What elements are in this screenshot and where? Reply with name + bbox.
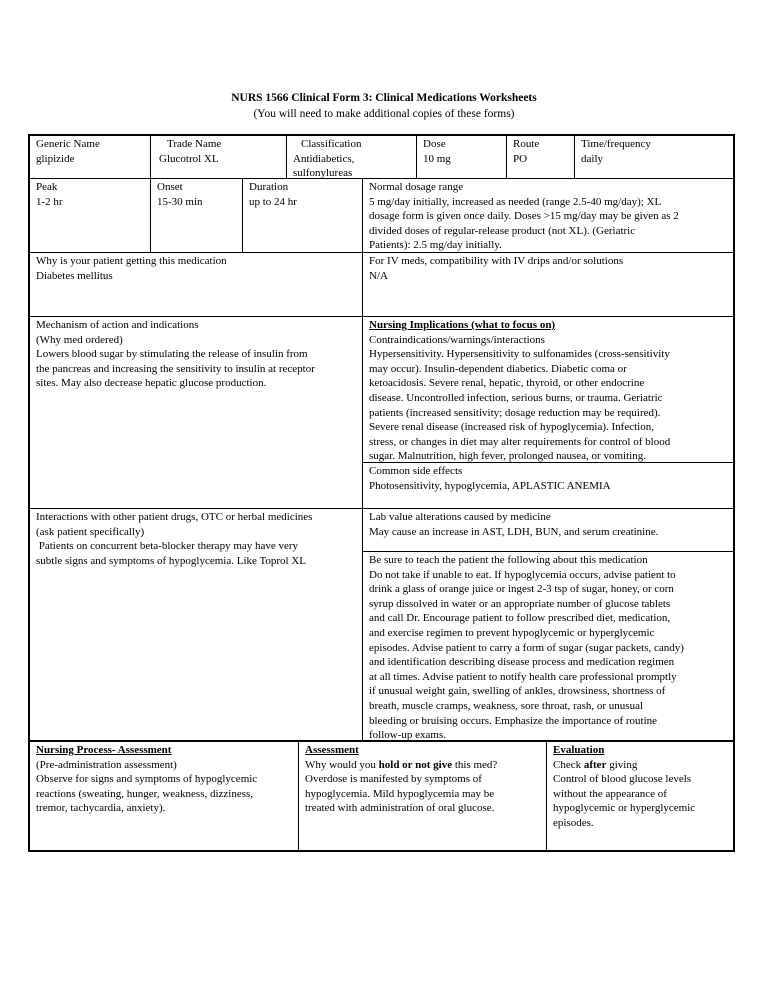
hold-assessment-line: hypoglycemia. Mild hypoglycemia may be xyxy=(305,787,495,800)
dose-label: Dose xyxy=(423,138,446,150)
patient-teaching-line: bleeding or bruising occurs. Emphasize the importance of routine xyxy=(369,714,658,727)
interactions-label: Interactions with other patient drugs, OTC or herbal medicines xyxy=(36,511,313,523)
side-effects-cell xyxy=(363,463,733,508)
contraindications-line: stress, or changes in diet may alter requirements for control of blood xyxy=(369,435,671,448)
patient-teaching-cell xyxy=(363,552,733,740)
contraindications-line: Severe renal disease (increased risk of hypoglycemia). Infection, xyxy=(369,421,654,434)
patient-teaching-line: episodes. Advise patient to carry a form of sugar (sugar packets, candy) xyxy=(369,641,684,654)
nursing-assessment-cell xyxy=(30,742,298,850)
hold-assessment-line: treated with administration of oral glucose. xyxy=(305,802,495,815)
evaluation-check-post: giving xyxy=(606,758,638,771)
hold-question-post: this med? xyxy=(452,758,498,771)
patient-teaching-line: Do not take if unable to eat. If hypoglycemia occurs, advise patient to xyxy=(369,568,676,581)
patient-teaching-line: and exercise regimen to prevent hypoglycemic or hyperglycemic xyxy=(369,626,655,639)
page-subtitle: (You will need to make additional copies of these forms) xyxy=(253,108,515,120)
patient-teaching-label: Be sure to teach the patient the following about this medication xyxy=(369,554,648,566)
contraindications-line: sugar. Malnutrition, high fever, prolonged nausea, or vomiting. xyxy=(369,450,646,462)
route-value: PO xyxy=(513,152,528,165)
mechanism-line: the pancreas and increasing the sensitivity to insulin at receptor xyxy=(36,362,315,375)
page-title: NURS 1566 Clinical Form 3: Clinical Medications Worksheets xyxy=(231,92,537,104)
route-label: Route xyxy=(513,138,540,150)
hold-question-bold: hold or not give xyxy=(378,758,453,771)
classification-value-1: Antidiabetics, xyxy=(293,152,355,165)
classification-cell xyxy=(287,136,416,178)
evaluation-line: hypoglycemic or hyperglycemic xyxy=(553,802,696,815)
contraindications-line: Hypersensitivity. Hypersensitivity to sulfonamides (cross-sensitivity xyxy=(369,348,670,361)
dose-cell xyxy=(417,136,506,178)
contraindications-label: Contraindications/warnings/interactions xyxy=(369,333,545,346)
trade-name-label: Trade Name xyxy=(167,138,222,150)
nursing-implications-cell xyxy=(363,317,733,462)
duration-value: up to 24 hr xyxy=(249,195,297,208)
interactions-line: Patients on concurrent beta-blocker therapy may have very xyxy=(36,540,299,553)
nursing-assessment-heading: Nursing Process- Assessment xyxy=(36,744,172,756)
interactions-cell xyxy=(30,509,362,740)
side-effects-label: Common side effects xyxy=(369,465,463,477)
evaluation-cell xyxy=(547,742,733,850)
duration-cell xyxy=(243,179,362,252)
onset-label: Onset xyxy=(157,181,183,193)
nursing-implications-heading: Nursing Implications (what to focus on) xyxy=(369,319,556,331)
classification-value-2: sulfonylureas xyxy=(293,167,353,178)
normal-dosage-line: 5 mg/day initially, increased as needed (range 2.5-40 mg/day); XL xyxy=(369,195,662,208)
nursing-assessment-sublabel: (Pre-administration assessment) xyxy=(36,758,177,771)
iv-compatibility-label: For IV meds, compatibility with IV drips and/or solutions xyxy=(369,255,624,267)
mechanism-cell xyxy=(30,317,362,508)
patient-teaching-line: syrup dissolved in water or an appropriate number of glucose tablets xyxy=(369,597,671,610)
patient-teaching-line: and identification describing disease process and medication regimen xyxy=(369,656,675,669)
mechanism-label: Mechanism of action and indications xyxy=(36,319,199,331)
normal-dosage-line: dosage form is given once daily. Doses >15 mg/day may be given as 2 xyxy=(369,210,679,223)
evaluation-line: episodes. xyxy=(553,816,594,829)
interactions-line: subtle signs and symptoms of hypoglycemia. Like Toprol XL xyxy=(36,554,307,567)
contraindications-line: may occur). Insulin-dependent diabetics. Diabetic coma or xyxy=(369,362,627,375)
peak-cell xyxy=(30,179,150,252)
normal-dosage-cell xyxy=(363,179,733,252)
peak-value: 1-2 hr xyxy=(36,195,63,208)
hold-question xyxy=(305,758,546,773)
iv-compatibility-value: N/A xyxy=(369,269,388,282)
why-medication-cell xyxy=(30,253,362,316)
hold-question-pre: Why would you xyxy=(305,758,379,771)
dose-value: 10 mg xyxy=(423,152,451,165)
contraindications-line: ketoacidosis. Severe renal, hepatic, thyroid, or other endocrine xyxy=(369,377,645,390)
mechanism-sublabel: (Why med ordered) xyxy=(36,333,123,346)
normal-dosage-line: divided doses of regular-release product (not XL). (Geriatric xyxy=(369,224,636,237)
mechanism-line: sites. May also decrease hepatic glucose production. xyxy=(36,377,267,390)
lab-values-label: Lab value alterations caused by medicine xyxy=(369,511,551,523)
generic-name-label: Generic Name xyxy=(36,138,100,150)
hold-assessment-heading: Assessment xyxy=(305,744,359,756)
trade-name-cell xyxy=(151,136,286,178)
nursing-assessment-line: reactions (sweating, hunger, weakness, dizziness, xyxy=(36,787,254,800)
patient-teaching-line: if unusual weight gain, swelling of ankles, drowsiness, shortness of xyxy=(369,685,666,698)
contraindications-line: patients (increased sensitivity; dosage reduction may be required). xyxy=(369,406,661,419)
patient-teaching-line: breath, muscle cramps, weakness, sore throat, rash, or unusual xyxy=(369,699,644,712)
peak-label: Peak xyxy=(36,181,58,193)
interactions-sublabel: (ask patient specifically) xyxy=(36,525,145,538)
time-frequency-label: Time/frequency xyxy=(581,138,651,150)
trade-name-value: Glucotrol XL xyxy=(159,152,219,165)
patient-teaching-line: and call Dr. Encourage patient to follow prescribed diet, medication, xyxy=(369,612,671,625)
nursing-assessment-line: tremor, tachycardia, anxiety). xyxy=(36,802,166,815)
evaluation-line: Control of blood glucose levels xyxy=(553,773,692,786)
onset-value: 15-30 min xyxy=(157,195,203,208)
why-medication-label: Why is your patient getting this medication xyxy=(36,255,227,267)
evaluation-check-bold: after xyxy=(583,758,607,771)
evaluation-check xyxy=(553,758,733,773)
generic-name-value: glipizide xyxy=(36,152,75,165)
patient-teaching-line: follow-up exams. xyxy=(369,729,446,740)
patient-teaching-line: drink a glass of orange juice or ingest 2-3 tsp of sugar, honey, or corn xyxy=(369,583,674,596)
onset-cell xyxy=(151,179,242,252)
lab-values-value: May cause an increase in AST, LDH, BUN, and serum creatinine. xyxy=(369,525,659,538)
generic-name-cell xyxy=(30,136,150,178)
evaluation-line: without the appearance of xyxy=(553,787,667,800)
iv-compatibility-cell xyxy=(363,253,733,316)
contraindications-line: disease. Uncontrolled infection, serious burns, or trauma. Geriatric xyxy=(369,391,663,404)
time-frequency-value: daily xyxy=(581,152,603,165)
normal-dosage-label: Normal dosage range xyxy=(369,181,464,193)
medication-worksheet-form xyxy=(28,134,735,852)
lab-values-cell xyxy=(363,509,733,551)
route-cell xyxy=(507,136,574,178)
side-effects-value: Photosensitivity, hypoglycemia, APLASTIC ANEMIA xyxy=(369,479,611,492)
normal-dosage-line: Patients): 2.5 mg/day initially. xyxy=(369,239,502,252)
hold-assessment-line: Overdose is manifested by symptoms of xyxy=(305,773,482,786)
duration-label: Duration xyxy=(249,181,289,193)
patient-teaching-line: at all times. Advise patient to notify health care professional promptly xyxy=(369,670,677,683)
mechanism-line: Lowers blood sugar by stimulating the release of insulin from xyxy=(36,348,308,361)
why-medication-value: Diabetes mellitus xyxy=(36,269,113,282)
evaluation-heading: Evaluation xyxy=(553,744,605,756)
classification-label: Classification xyxy=(301,138,362,150)
time-frequency-cell xyxy=(575,136,733,178)
evaluation-check-pre: Check xyxy=(553,758,584,771)
nursing-assessment-line: Observe for signs and symptoms of hypoglycemic xyxy=(36,773,258,786)
hold-assessment-cell xyxy=(299,742,546,850)
